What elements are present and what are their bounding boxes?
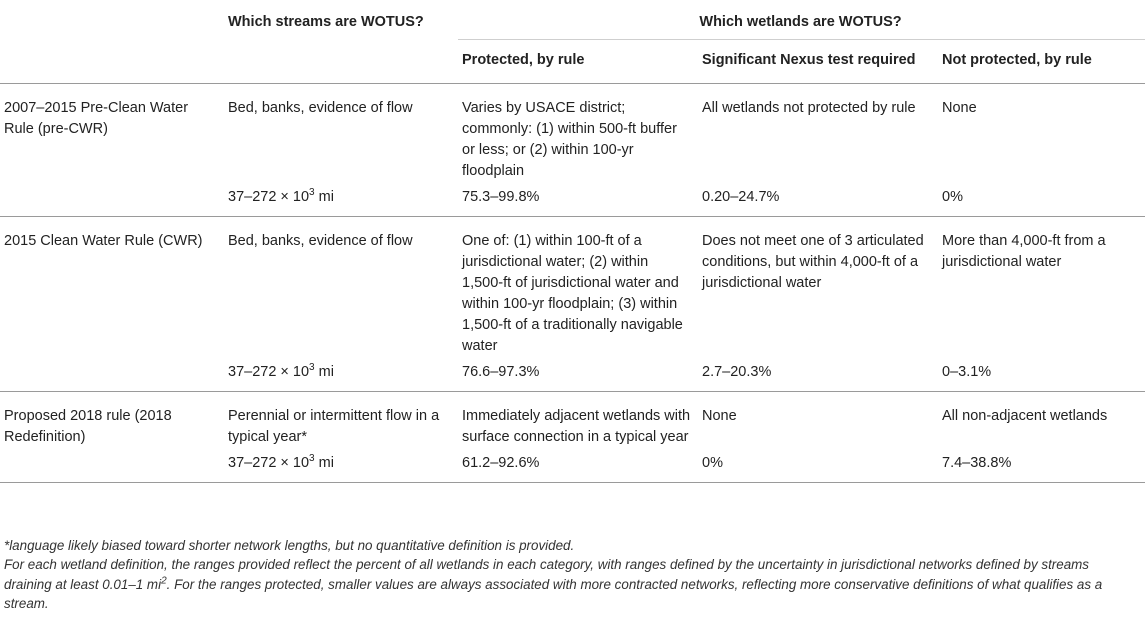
not-protected-definition-cell: None (942, 100, 977, 116)
stream-length-unit: mi (314, 364, 334, 380)
header-empty-cell (0, 0, 224, 84)
header-significant-nexus: Significant Nexus test required (702, 52, 916, 68)
pct-snt-cell: 0% (702, 455, 723, 471)
stream-length-exponent: 3 (309, 362, 315, 374)
snt-definition-cell: All wetlands not protected by rule (702, 100, 916, 116)
rule-name-cell: Proposed 2018 rule (2018 Redefinition) (4, 408, 172, 445)
stream-length-value: 37–272 × 10 (228, 189, 310, 205)
stream-length-exponent: 3 (309, 187, 315, 199)
ranges-footnote-exponent: 2 (161, 575, 167, 587)
table-row (0, 217, 1145, 358)
asterisk-footnote: *language likely biased toward shorter network lengths, but no quantitative definition is provided. (4, 538, 575, 553)
rule-name-cell: 2015 Clean Water Rule (CWR) (4, 233, 203, 249)
pct-snt-cell: 0.20–24.7% (702, 189, 780, 205)
stream-length-exponent: 3 (309, 453, 315, 465)
rule-name-cell: 2007–2015 Pre-Clean Water Rule (pre-CWR) (4, 100, 189, 137)
stream-definition-cell: Perennial or intermittent flow in a typical year* (228, 408, 440, 445)
pct-not-protected-cell: 0–3.1% (942, 364, 992, 380)
stream-length-unit: mi (314, 189, 334, 205)
stream-length-value: 37–272 × 10 (228, 364, 310, 380)
pct-protected-cell: 76.6–97.3% (462, 364, 540, 380)
pct-protected-cell: 75.3–99.8% (462, 189, 540, 205)
not-protected-definition-cell: More than 4,000-ft from a jurisdictional water (942, 233, 1106, 270)
header-not-protected: Not protected, by rule (942, 52, 1092, 68)
protected-definition-cell: Varies by USACE district; commonly: (1) within 500-ft buffer or less; or (2) within 100-yr floodplain (462, 100, 677, 179)
stream-length-unit: mi (314, 455, 334, 471)
table-footnotes (4, 536, 1140, 613)
table-row (0, 392, 1145, 449)
ranges-footnote-text-b: . For the ranges protected, smaller values are always associated with more contracted networks, reflecting more conservative definitions of what qualifies as a stream. (4, 576, 1103, 611)
pct-not-protected-cell: 7.4–38.8% (942, 455, 1012, 471)
not-protected-definition-cell: All non-adjacent wetlands (942, 408, 1108, 424)
snt-definition-cell: None (702, 408, 737, 424)
stream-length-cell (224, 448, 458, 483)
pct-snt-cell: 2.7–20.3% (702, 364, 772, 380)
snt-definition-cell: Does not meet one of 3 articulated conditions, but within 4,000-ft of a jurisdictional water (702, 233, 924, 291)
protected-definition-cell: One of: (1) within 100-ft of a jurisdictional water; (2) within 1,500-ft of jurisdictional water and within 100-yr floodplain; (3) within 1,500-ft of a traditionally navigable water (462, 233, 683, 354)
ranges-footnote-text-a: For each wetland definition, the ranges provided reflect the percent of all wetlands in each category, with ranges defined by the uncertainty in jurisdictional networks defined by streams draining at least 0.01–1 mi (4, 557, 1090, 592)
ranges-footnote (4, 555, 1140, 613)
header-streams-question: Which streams are WOTUS? (224, 0, 458, 84)
stream-definition-cell: Bed, banks, evidence of flow (228, 233, 413, 249)
stream-length-cell (224, 357, 458, 392)
stream-definition-cell: Bed, banks, evidence of flow (228, 100, 413, 116)
pct-protected-cell: 61.2–92.6% (462, 455, 540, 471)
table-row (0, 84, 1145, 183)
header-wetlands-question: Which wetlands are WOTUS? (458, 0, 1145, 40)
stream-length-cell (224, 182, 458, 217)
header-protected-by-rule: Protected, by rule (462, 52, 585, 68)
header-row-top (0, 0, 1145, 40)
pct-not-protected-cell: 0% (942, 189, 963, 205)
stream-length-value: 37–272 × 10 (228, 455, 310, 471)
protected-definition-cell: Immediately adjacent wetlands with surface connection in a typical year (462, 408, 691, 445)
